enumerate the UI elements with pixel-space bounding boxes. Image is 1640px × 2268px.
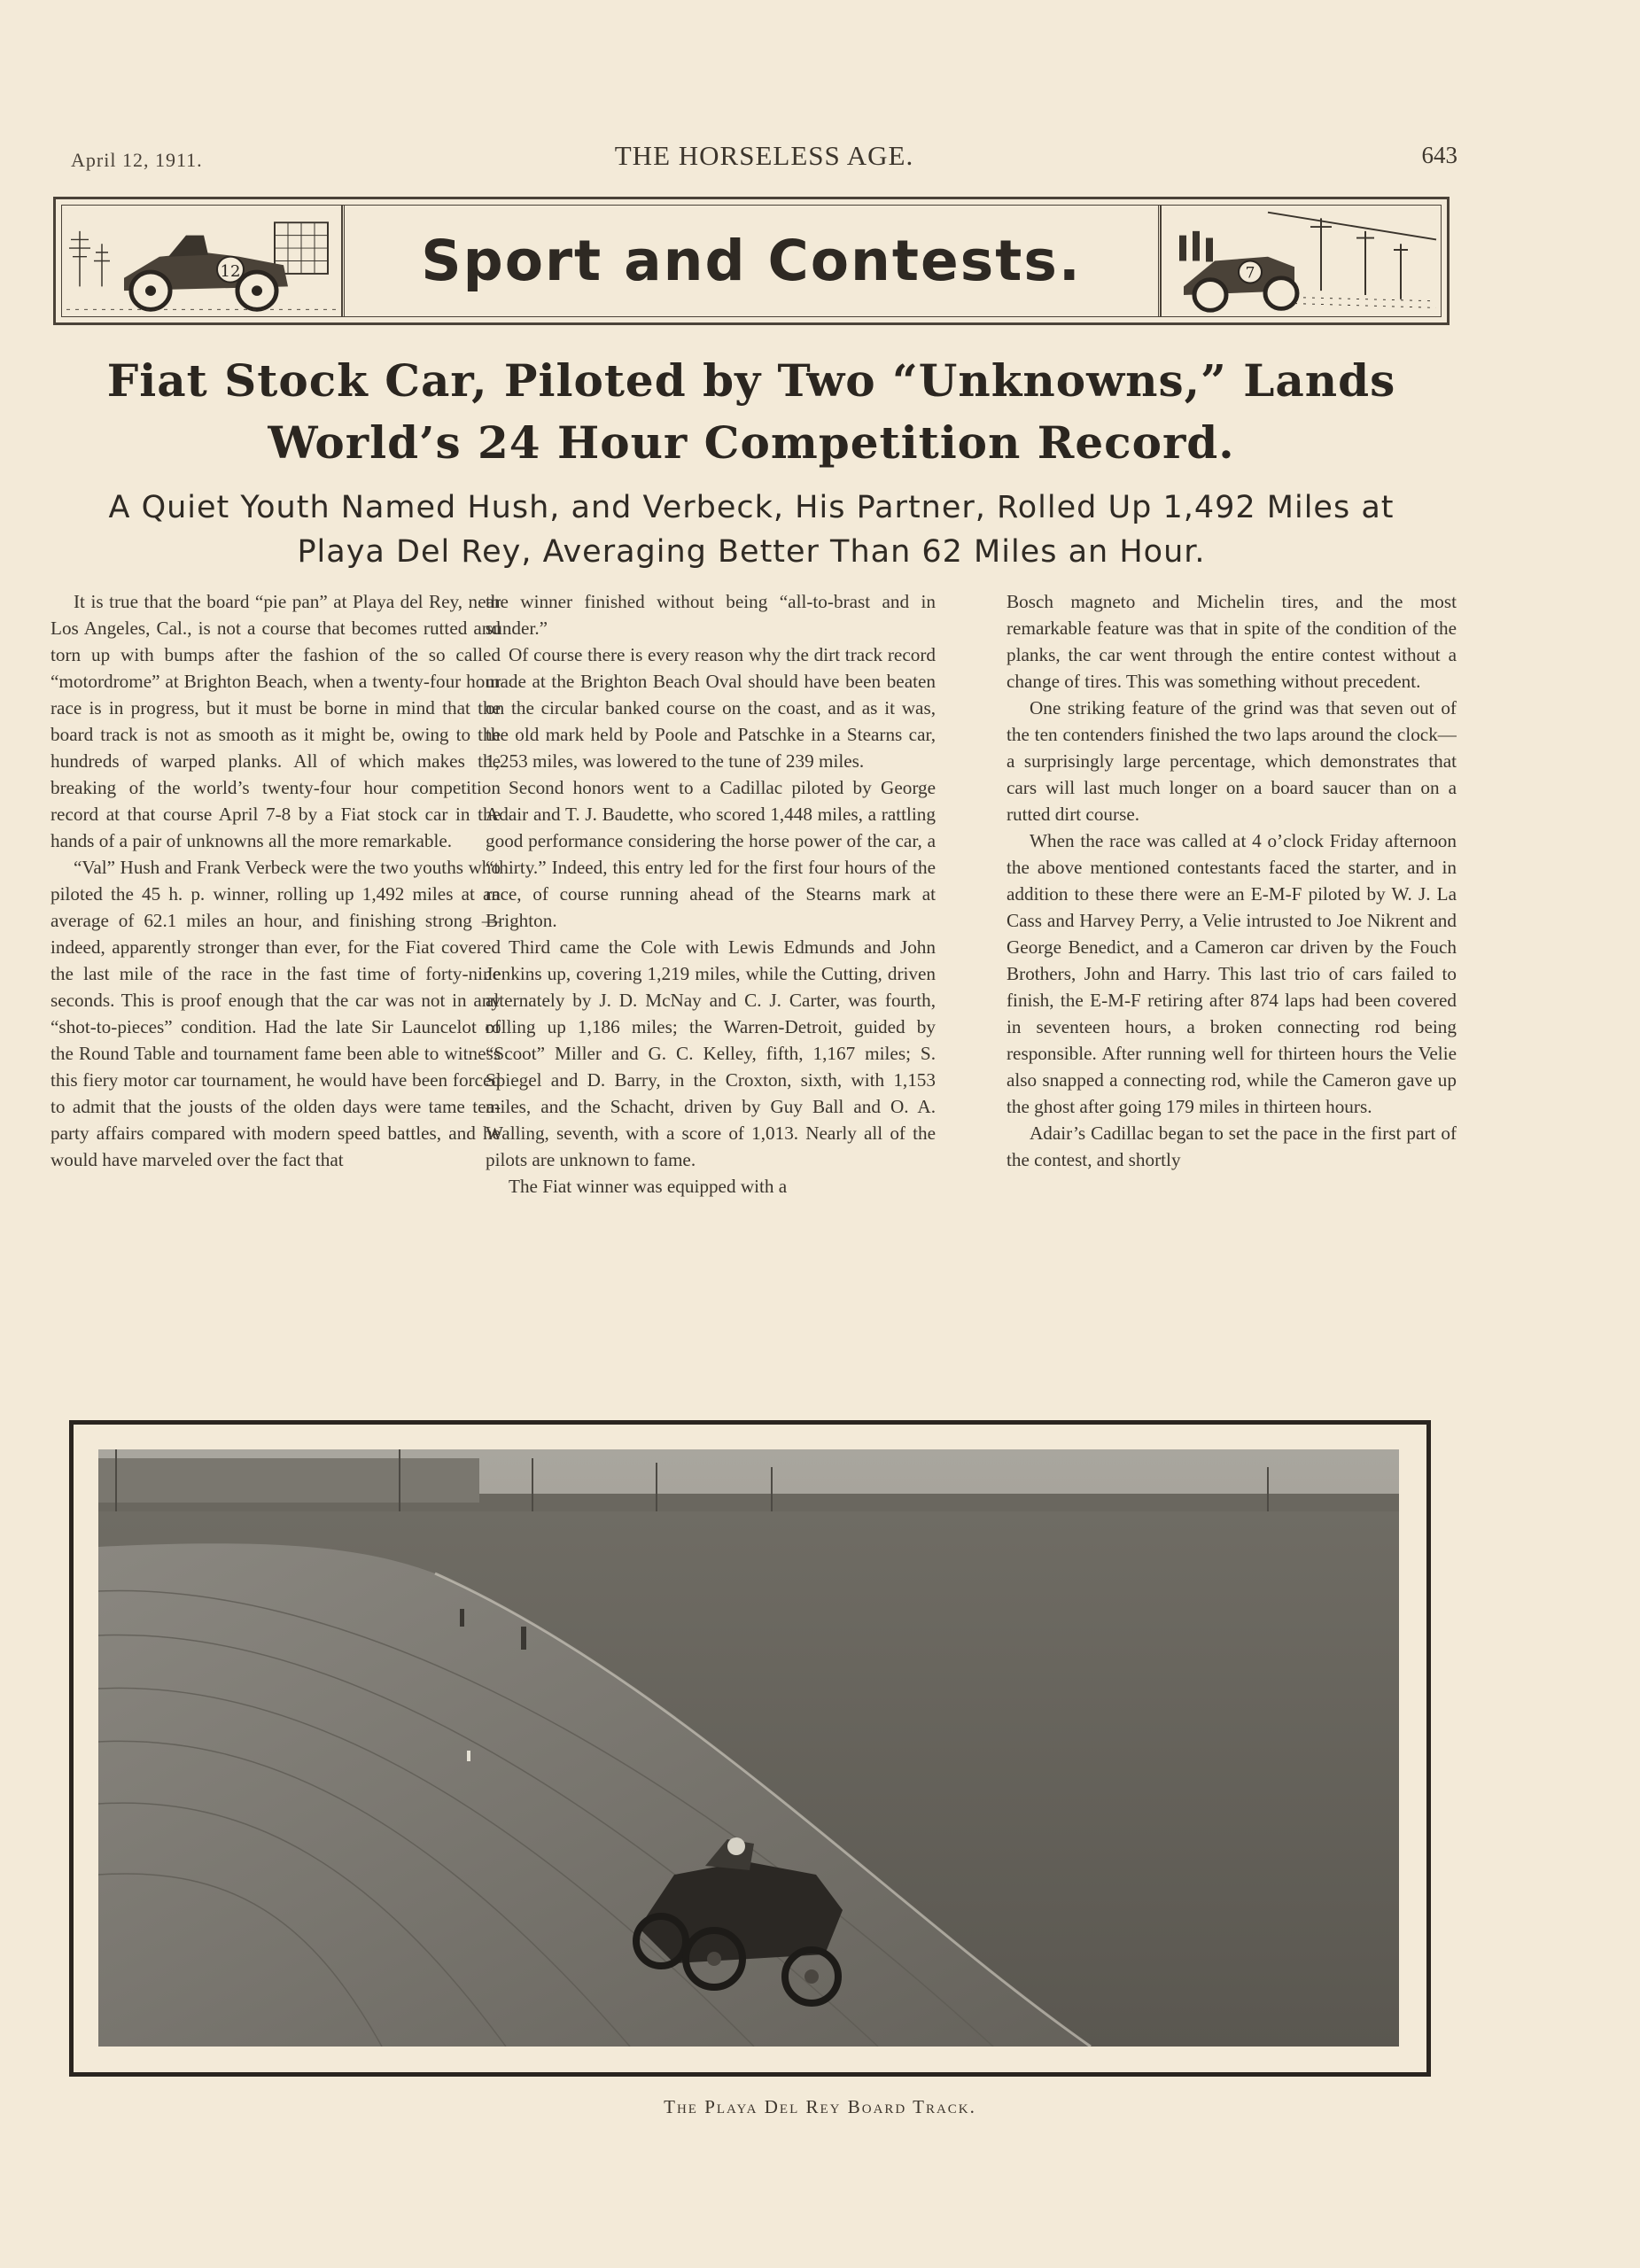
right-car-number: 7 bbox=[1245, 265, 1255, 282]
page-number: 643 bbox=[1421, 142, 1457, 168]
paragraph: Bosch magneto and Michelin tires, and the most remarkable feature was that in spite of the condition of the planks, the car went through the entire contest without a change of tires. This was something without precedent. bbox=[1007, 591, 1457, 692]
banner-frame bbox=[61, 205, 1442, 317]
text-column-2 bbox=[486, 588, 936, 1394]
publication-title: THE HORSELESS AGE. bbox=[614, 140, 914, 171]
left-car-number: 12 bbox=[220, 263, 241, 281]
paragraph: Second honors went to a Cadillac piloted by George Adair and T. J. Baudette, who scored 1,448 miles, a rattling good performance considering the horse power of the car, a “thirty.” Indeed, this entry led for the first four hours of the race, of course running ahead of the Stearns mark at Brighton. bbox=[486, 777, 936, 931]
section-title: Sport and Contests. bbox=[344, 206, 1159, 316]
text-column-1 bbox=[51, 588, 501, 1394]
race-car-vignette-left bbox=[62, 206, 343, 316]
paragraph: Adair’s Cadillac began to set the pace in the first part of the contest, and shortly bbox=[1007, 1122, 1457, 1170]
race-car-vignette-right bbox=[1160, 206, 1441, 316]
issue-date: April 12, 1911. bbox=[71, 149, 203, 171]
paragraph: One striking feature of the grind was that seven out of the ten contenders finished the two laps around the clock—a surprisingly large percentage, which demonstrates that cars will last much longer on a board saucer than on a rutted dirt course. bbox=[1007, 697, 1457, 825]
headline-line-2: World’s 24 Hour Competition Record. bbox=[268, 416, 1235, 469]
article-subheadline bbox=[35, 485, 1467, 574]
paragraph: The Fiat winner was equipped with a bbox=[509, 1176, 788, 1197]
subheadline-line-2: Playa Del Rey, Averaging Better Than 62 Miles an Hour. bbox=[297, 534, 1206, 570]
photo-caption: The Playa Del Rey Board Track. bbox=[664, 2096, 976, 2117]
running-header bbox=[71, 140, 1457, 175]
section-banner bbox=[53, 197, 1450, 325]
paragraph: Of course there is every reason why the dirt track record made at the Brighton Beach Oval should have been beaten on the circular banked course on the coast, and as it was, the old mark held by Poole and Patschke in a Stearns car, 1,253 miles, was lowered to the tune of 239 miles. bbox=[486, 644, 936, 772]
subheadline-line-1: A Quiet Youth Named Hush, and Verbeck, His Partner, Rolled Up 1,492 Miles at bbox=[108, 490, 1395, 525]
paragraph: It is true that the board “pie pan” at Playa del Rey, near Los Angeles, Cal., is not a course that becomes rutted and torn up with bumps after the fashion of the so called “motordrome” at Brighton Beach, when a twenty-four hour race is in progress, but it must be borne in mind that the board track is not as smooth as it might be, owing to the hundreds of warped planks. All of which makes the breaking of the world’s twenty-four hour competition record at that course April 7-8 by a Fiat stock car in the hands of a pair of unknowns all the more remarkable. bbox=[51, 591, 501, 851]
board-track-photo bbox=[98, 1449, 1399, 2047]
paragraph: When the race was called at 4 o’clock Friday afternoon the above mentioned contestants faced the starter, and in addition to these there were an E-M-F piloted by W. J. La Cass and Harvey Perry, a Velie intrusted to Joe Nikrent and George Benedict, and a Cameron car driven by the Fouch Brothers, John and Harry. This last trio of cars failed to finish, the E-M-F retiring after 874 laps had been covered in seventeen hours, a broken connecting rod being responsible. After running well for thirteen hours the Velie also snapped a connecting rod, while the Cameron gave up the ghost after going 179 miles in thirteen hours. bbox=[1007, 830, 1457, 1117]
headline-line-1: Fiat Stock Car, Piloted by Two “Unknowns,” Lands bbox=[106, 354, 1396, 407]
text-column-3 bbox=[1007, 588, 1457, 1394]
paragraph: the winner finished without being “all-to-brast and in sunder.” bbox=[486, 591, 936, 639]
paragraph: Third came the Cole with Lewis Edmunds and John Jenkins up, covering 1,219 miles, while the Cutting, driven alternately by J. D. McNay and C. J. Carter, was fourth, rolling up 1,186 miles; the Warren-Detroit, guided by “Scoot” Miller and G. C. Kelley, fifth, 1,167 miles; S. Spiegel and D. Barry, in the Croxton, sixth, with 1,153 miles, and the Schacht, driven by Guy Ball and O. A. Walling, seventh, with a score of 1,013. Nearly all of the pilots are unknown to fame. bbox=[486, 936, 936, 1170]
article-headline bbox=[53, 350, 1450, 474]
photo-frame bbox=[69, 1420, 1431, 2077]
paragraph: “Val” Hush and Frank Verbeck were the two youths who piloted the 45 h. p. winner, rolling up 1,492 miles at an average of 62.1 miles an hour, and finishing strong —indeed, apparently stronger than ever, for the Fiat covered the last mile of the race in the fast time of forty-nine seconds. This is proof enough that the car was not in any “shot-to-pieces” condition. Had the late Sir Launcelot of the Round Table and tournament fame been able to witness this fiery motor car tournament, he would have been forced to admit that the jousts of the olden days were tame tea-party affairs compared with modern speed battles, and he would have marveled over the fact that bbox=[51, 857, 501, 1170]
